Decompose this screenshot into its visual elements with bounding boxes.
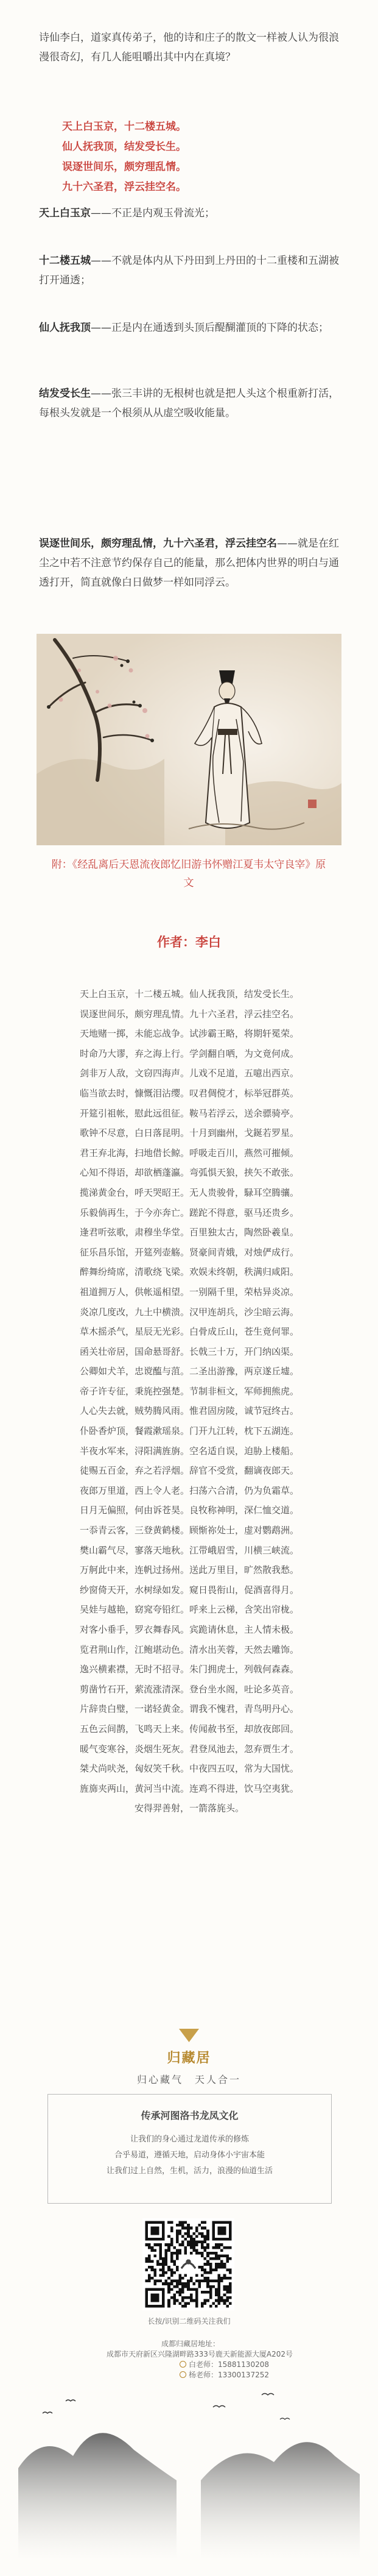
poem-line: 误逐世间乐，颇穷理乱情。九十六圣君，浮云挂空名。	[79, 1008, 299, 1020]
contact-address-label: 成都归藏居地址：	[161, 2340, 220, 2348]
poem-line: 吴娃与越艳，窈窕夸铅红。呼来上云梯，含笑出帘栊。	[79, 1604, 299, 1616]
poem-line: 时命乃大谬，弃之海上行。学剑翻自哂，为文竟何成。	[79, 1048, 299, 1059]
explanation-term: 仙人抚我顶	[39, 322, 91, 334]
poem-line: 桀犬尚吠尧，匈奴笑千秋。中夜四五叹，常为大国忧。	[79, 1763, 299, 1775]
full-poem	[34, 984, 345, 1818]
explanation-text: 张三丰讲的无根树也就是把人头这个根重新打活，每根头发就是一个根须从从虚空吸收能量。	[39, 388, 339, 419]
culture-box-line: 合乎易道，遵循天地，启动身体小宇宙本能	[114, 2151, 265, 2160]
explanation-2	[39, 251, 339, 290]
poem-line: 征乐昌乐馆，开筵列壶觞。贤豪间青娥，对烛俨成行。	[79, 1246, 299, 1258]
explanation-dash: ——	[91, 255, 111, 267]
poem-line: 剑非万人敌，文窃四海声。儿戏不足道，五噫出西京。	[79, 1068, 299, 1079]
explanation-term: 天上白玉京	[39, 207, 91, 219]
explanation-dash: ——	[91, 322, 111, 334]
culture-box-title: 传承河图洛书龙凤文化	[141, 2110, 239, 2121]
explanation-4	[39, 384, 339, 423]
poem-line: 醉舞纷绮席，清歌绕飞梁。欢娱未终朝，秩满归咸阳。	[79, 1266, 299, 1278]
poem-line: 草木摇杀气，星辰无光彩。白骨成丘山，苍生竟何罪。	[79, 1326, 299, 1338]
source-title: 附：《经乱离后天恩流夜郎忆旧游书怀赠江夏韦太守良宰》原文	[51, 859, 326, 889]
culture-box-line: 让我们的身心通过龙道传承的修炼	[130, 2135, 249, 2144]
poem-line: 帝子许专征，秉旄控强楚。节制非桓文，军师拥熊虎。	[79, 1385, 299, 1397]
phone-icon	[180, 2361, 186, 2368]
explanation-term: 结发受长生	[39, 388, 91, 400]
poem-line: 函关壮帝居，国命悬哥舒。长戟三十万，开门纳凶渠。	[79, 1346, 299, 1357]
intro-paragraph: 诗仙李白，道家真传弟子，他的诗和庄子的散文一样被人认为很浪漫很奇幻，有几人能咀嚼出其中内在真境？	[39, 32, 339, 63]
poem-line: 纱窗倚天开，水树绿如发。窥日畏衔山，促酒喜得月。	[79, 1584, 299, 1595]
explanation-term: 误逐世间乐，颇穷理乱情，九十六圣君，浮云挂空名	[39, 538, 277, 550]
quote-line: 九十六圣君，浮云挂空名。	[62, 181, 186, 193]
explanation-dash: ——	[91, 207, 111, 219]
poem-line: 逢君听弦歌，肃穆坐华堂。百里独太古，陶然卧羲皇。	[79, 1227, 299, 1238]
poem-line: 日月无偏照，何由诉苍昊。良牧称神明，深仁恤交道。	[79, 1505, 299, 1516]
contact-phone-2: 杨老师：13300137252	[189, 2371, 269, 2379]
quote-line: 误逐世间乐，颇穷理乱情。	[62, 161, 186, 173]
explanation-dash: ——	[91, 388, 111, 400]
poem-line: 夜郎万里道，西上令人老。扫荡六合清，仍为负霜草。	[79, 1485, 299, 1496]
poem-line: 逸兴横素襟，无时不招寻。朱门拥虎士，列戟何森森。	[79, 1664, 299, 1675]
poem-line: 万舸此中来，连帆过扬州。送此万里目，旷然散我愁。	[79, 1564, 299, 1576]
triangle-ornament-icon	[177, 2026, 201, 2045]
poem-line: 炎凉几度改，九土中横溃。汉甲连胡兵，沙尘暗云海。	[79, 1306, 299, 1318]
poem-line: 人心失去就，贼势腾风雨。惟君固房陵，诚节冠终古。	[79, 1405, 299, 1417]
poem-line: 心知不得语，却欲栖蓬瀛。弯弧惧天狼，挟矢不敢张。	[79, 1167, 299, 1179]
poem-line: 片辞贵白璧，一诺轻黄金。谓我不愧君，青鸟明丹心。	[79, 1703, 299, 1715]
contact-phone-1: 白老师：15881130208	[189, 2360, 269, 2369]
explanation-text: 不就是体内从下丹田到上丹田的十二重楼和五湖被打开通透；	[39, 255, 339, 286]
quote-line: 天上白玉京，十二楼五城。	[62, 121, 186, 133]
brand-slogan: 归心藏气 天人合一	[136, 2074, 241, 2085]
explanation-3	[39, 318, 339, 338]
poem-line: 旌旆夹两山，黄河当中流。连鸡不得进，饮马空夷犹。	[79, 1783, 299, 1794]
explanation-text: 正是内在通透到头顶后醍醐灌顶的下降的状态；	[111, 322, 329, 334]
poem-line: 樊山霸气尽，寥落天地秋。江带峨眉雪，川横三峡流。	[79, 1544, 299, 1556]
qr-code-icon[interactable]	[142, 2218, 234, 2310]
poem-line: 开筵引祖帐，慰此远徂征。鞍马若浮云，送余骠骑亭。	[79, 1107, 299, 1119]
poem-line: 临当欲去时，慷慨泪沾缨。叹君倜傥才，标举冠群英。	[79, 1087, 299, 1099]
poem-quote-block	[62, 117, 281, 197]
poem-line: 对客小垂手，罗衣舞春风。宾跪请休息，主人情未极。	[79, 1624, 299, 1635]
poem-line: 歌钟不尽意，白日落昆明。十月到幽州，戈鋋若罗星。	[79, 1127, 299, 1139]
poem-line: 徒赐五百金，弃之若浮烟。辞官不受赏，翻谪夜郎天。	[79, 1465, 299, 1477]
poem-line: 仆卧香炉顶，餐霞漱瑶泉。门开九江转，枕下五湖连。	[79, 1425, 299, 1437]
explanation-term: 十二楼五城	[39, 255, 91, 267]
brand-name: 归藏居	[167, 2051, 211, 2066]
poem-line: 天上白玉京，十二楼五城。仙人抚我顶，结发受长生。	[79, 988, 299, 999]
contact-info	[107, 2339, 368, 2380]
poem-line: 剪凿竹石开，萦流涨清深。登台坐水阁，吐论多英音。	[79, 1683, 299, 1695]
culture-box	[47, 2094, 332, 2204]
explanation-text: 不正是内观玉骨流光；	[111, 207, 215, 219]
poem-line: 揽涕黄金台，呼天哭昭王。无人贵骏骨，騄耳空腾骧。	[79, 1187, 299, 1198]
poem-line: 五色云间鹊，飞鸣天上来。传闻赦书至，却放夜郎回。	[79, 1723, 299, 1734]
poem-line: 览君荆山作，江鲍堪动色。清水出芙蓉，天然去雕饰。	[79, 1644, 299, 1655]
culture-box-line: 让我们过上自然，生机，活力，浪漫的仙道生活	[106, 2166, 273, 2176]
poem-line: 暖气变寒谷，炎烟生死灰。君登凤池去，忽弃贾生才。	[79, 1743, 299, 1755]
poem-line: 安得羿善射，一箭落旄头。	[134, 1803, 244, 1814]
poem-line: 天地赌一掷，未能忘战争。试涉霸王略，将期轩冕荣。	[79, 1028, 299, 1040]
explanation-text: 就是在红尘之中若不注意节约保存自己的能量，那么把体内世界的明白与通透打开，简直就像白日做梦一样如同浮云。	[39, 538, 339, 589]
poem-line: 乐毅倘再生，于今亦奔亡。蹉跎不得意，驱马还贵乡。	[79, 1207, 299, 1218]
li-bai-painting	[37, 634, 341, 845]
contact-address: 成都市天府新区兴隆湖畔路333号鹿天新能源大厦A202号	[107, 2350, 293, 2358]
poem-line: 一忝青云客，三登黄鹤楼。顾惭祢处士，虚对鹦鹉洲。	[79, 1525, 299, 1536]
quote-line: 仙人抚我顶，结发受长生。	[62, 141, 186, 153]
explanation-5	[39, 534, 339, 592]
poem-line: 公卿如犬羊，忠谠醢与菹。二圣出游豫，两京遂丘墟。	[79, 1366, 299, 1377]
explanation-1	[39, 204, 339, 223]
qr-caption: 长按/识别二维码关注我们	[147, 2317, 231, 2326]
poem-line: 半夜水军来，浔阳满旌旃。空名适自误，迫胁上楼船。	[79, 1445, 299, 1457]
author-heading: 作者：李白	[157, 935, 221, 949]
poem-line: 君王弃北海，扫地借长鲸。呼吸走百川，燕然可摧倾。	[79, 1147, 299, 1158]
poem-line: 祖道拥万人，供帐遥相望。一别隔千里，荣枯异炎凉。	[79, 1286, 299, 1297]
ink-landscape-decoration	[18, 2377, 360, 2560]
explanation-dash: ——	[277, 538, 298, 550]
